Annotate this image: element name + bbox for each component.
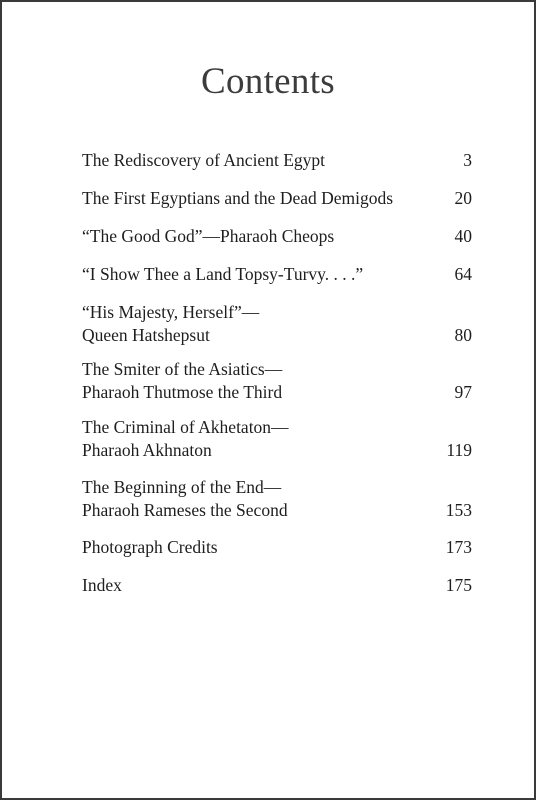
toc-entry-title: The Beginning of the End— xyxy=(82,477,282,497)
toc-entry-title: Photograph Credits xyxy=(82,537,218,557)
toc-entry-title: The Smiter of the Asiatics— xyxy=(82,359,283,379)
toc-entry-subtitle: Queen Hatshepsut xyxy=(82,325,210,345)
toc-entry-rediscovery xyxy=(82,149,472,172)
toc-page-number: 153 xyxy=(445,500,472,520)
toc-entry-title: “His Majesty, Herself”— xyxy=(82,302,260,322)
toc-entry-subtitle: Pharaoh Akhnaton xyxy=(82,440,212,460)
toc-page-number: 173 xyxy=(445,537,472,557)
toc-entry-title: “The Good God”—Pharaoh Cheops xyxy=(82,226,335,246)
toc-entry-title: “I Show Thee a Land Topsy-Turvy. . . .” xyxy=(82,264,364,284)
toc-page-number: 119 xyxy=(446,440,472,460)
toc-entry-hatshepsut xyxy=(82,301,472,347)
toc-entry-title: The First Egyptians and the Dead Demigods xyxy=(82,188,394,208)
toc-entry-thutmose xyxy=(82,358,472,404)
toc-entry-title: The Criminal of Akhetaton— xyxy=(82,417,289,437)
toc-page-number: 20 xyxy=(454,188,472,208)
toc-entry-good-god xyxy=(82,225,472,248)
toc-page-number: 40 xyxy=(454,226,472,246)
toc-entry-rameses xyxy=(82,476,472,522)
toc-entry-subtitle: Pharaoh Rameses the Second xyxy=(82,500,288,520)
toc-page-number: 97 xyxy=(454,382,472,402)
toc-entry-akhnaton xyxy=(82,416,472,462)
toc-entry-title: The Rediscovery of Ancient Egypt xyxy=(82,150,325,170)
toc-entry-photograph-credits xyxy=(82,536,472,559)
page-title: Contents xyxy=(201,61,335,102)
toc-entry-subtitle: Pharaoh Thutmose the Third xyxy=(82,382,283,402)
toc-entry-index xyxy=(82,574,472,597)
toc-page-number: 3 xyxy=(463,150,472,170)
toc-entry-title: Index xyxy=(82,575,122,595)
toc-page-number: 80 xyxy=(454,325,472,345)
toc-entry-topsy-turvy xyxy=(82,263,472,286)
toc-page-number: 175 xyxy=(445,575,472,595)
toc-entry-first-egyptians xyxy=(82,187,472,210)
toc-page-number: 64 xyxy=(454,264,472,284)
